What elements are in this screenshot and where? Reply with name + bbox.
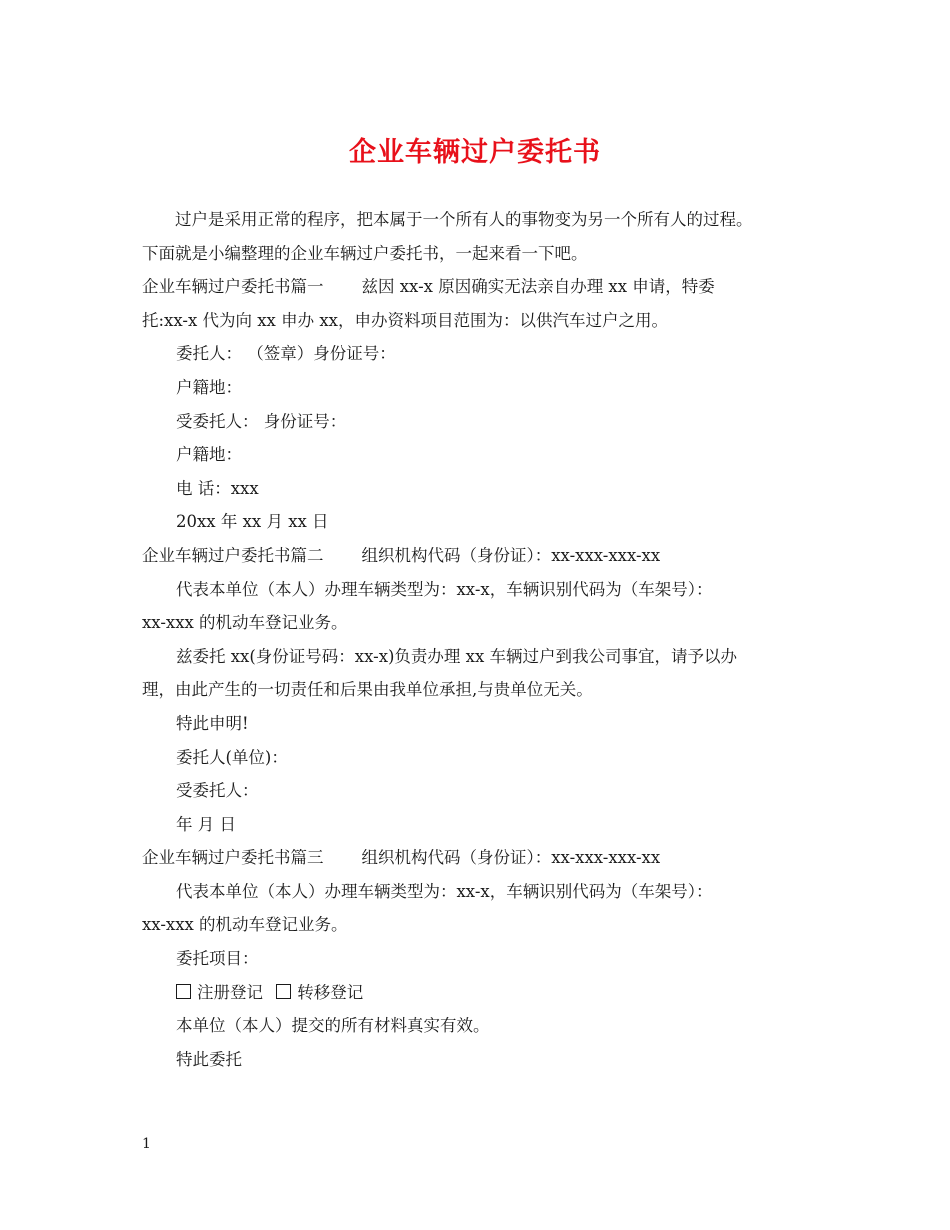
part1-text-line-1: 兹因 xx-x 原因确实无法亲自办理 xx 申请，特委 [361, 277, 715, 297]
part1-date: 20xx 年 xx 月 xx 日 [176, 512, 329, 532]
page-number: 1 [142, 1136, 151, 1152]
checkbox-icon[interactable] [276, 984, 291, 999]
part2-heading-line [142, 539, 810, 573]
part1-heading: 企业车辆过户委托书篇一 [142, 277, 324, 297]
part2-declare: 特此申明! [176, 713, 249, 733]
part2-heading: 企业车辆过户委托书篇二 [142, 545, 324, 565]
part3-heading: 企业车辆过户委托书篇三 [142, 848, 324, 868]
option-transfer-label: 转移登记 [297, 982, 364, 1002]
part2-agent: 受委托人： [176, 781, 259, 801]
part2-org-code: 组织机构代码（身份证）：xx-xxx-xxx-xx [361, 545, 661, 565]
intro-line-1: 过户是采用正常的程序，把本属于一个所有人的事物变为另一个所有人的过程。 [175, 210, 753, 229]
intro-line-2: 下面就是小编整理的企业车辆过户委托书，一起来看一下吧。 [142, 243, 588, 263]
part3-vehicle-line-1: 代表本单位（本人）办理车辆类型为：xx-x，车辆识别代码为（车架号）： [176, 881, 713, 901]
part1-residence-2: 户籍地： [176, 445, 242, 465]
part1-residence-1: 户籍地： [176, 377, 242, 397]
part1-agent: 受委托人： 身份证号： [176, 411, 347, 431]
part3-org-code: 组织机构代码（身份证）：xx-xxx-xxx-xx [361, 848, 661, 868]
part2-entrust-line-2: 理，由此产生的一切责任和后果由我单位承担,与贵单位无关。 [142, 680, 593, 700]
part1-text-line-2: 托:xx-x 代为向 xx 申办 xx，申办资料项目范围为：以供汽车过户之用。 [142, 310, 668, 330]
part1-heading-line [142, 270, 810, 304]
part3-vehicle-line-2: xx-xxx 的机动车登记业务。 [142, 915, 348, 935]
part2-vehicle-line-2: xx-xxx 的机动车登记业务。 [142, 613, 348, 633]
part3-closing: 特此委托 [176, 1049, 242, 1069]
document-title: 企业车辆过户委托书 [349, 137, 601, 168]
document-body [142, 203, 810, 1076]
part2-date: 年 月 日 [176, 814, 236, 834]
part1-phone: 电 话：xxx [176, 478, 259, 498]
part3-heading-line [142, 841, 810, 875]
part3-items-label: 委托项目： [176, 949, 259, 969]
part3-options-line [142, 976, 810, 1010]
part2-principal: 委托人(单位)： [176, 747, 288, 767]
part1-principal: 委托人： （签章）身份证号： [176, 344, 396, 364]
part3-statement: 本单位（本人）提交的所有材料真实有效。 [176, 1016, 490, 1036]
part2-entrust-line-1: 兹委托 xx(身份证号码：xx-x)负责办理 xx 车辆过户到我公司事宜，请予以办 [176, 646, 738, 666]
option-register-label: 注册登记 [197, 982, 263, 1002]
checkbox-icon[interactable] [176, 984, 191, 999]
part2-vehicle-line-1: 代表本单位（本人）办理车辆类型为：xx-x，车辆识别代码为（车架号）： [176, 579, 713, 599]
